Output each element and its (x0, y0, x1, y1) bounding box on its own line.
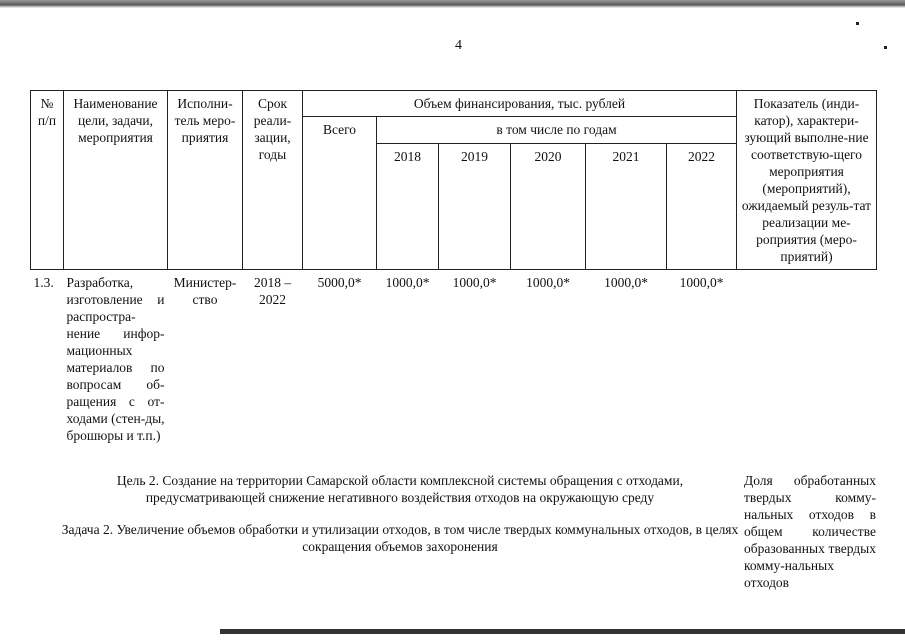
header-term: Срок реали-зации, годы (243, 91, 303, 270)
header-year: 2022 (667, 144, 737, 270)
header-total: Всего (303, 117, 377, 270)
row-year-value: 1000,0* (452, 275, 497, 290)
row-year-value: 1000,0* (526, 275, 570, 290)
header-year: 2021 (586, 144, 667, 270)
goal-text: Цель 2. Создание на территории Самарской области комплексной системы обращения с отходами, предусматривающей снижение негативного воздействия отходов на окружающую среду (116, 473, 684, 505)
row-no: 1.3. (33, 275, 54, 290)
scan-speck (884, 46, 887, 49)
row-year-value: 1000,0* (604, 275, 648, 290)
scan-artifact-top (0, 0, 905, 8)
row-indicator (737, 270, 877, 449)
header-indicator: Показатель (инди-катор), характери-зующий выполне-ние соответствую-щего мероприятия (мероприятий), ожидаемый резуль-тат реализации ме-роприятия (меро-приятий) (737, 91, 877, 270)
header-year: 2019 (439, 144, 511, 270)
page-number: 4 (455, 38, 462, 53)
scan-speck (856, 22, 859, 25)
table-row (31, 270, 877, 449)
header-funding: Объем финансирования, тыс. рублей (303, 91, 737, 117)
program-table (30, 90, 877, 448)
header-by-years: в том числе по годам (377, 117, 737, 144)
row-name: Разработка, изготовление и распростра-нение инфор-мационных материалов по вопросам об-ращения с от-ходами (стен-ды, брошюры и т.п.) (66, 275, 165, 443)
scan-artifact-bottom (220, 629, 905, 634)
row-year-value: 1000,0* (385, 275, 430, 290)
task-text: Задача 2. Увеличение объемов обработки и утилизации отходов, в том числе твердых коммунальных отходов, в целях сокращения объемов захоронения (61, 522, 739, 554)
header-executor: Исполни-тель меро-приятия (168, 91, 243, 270)
header-year: 2020 (511, 144, 586, 270)
row-year-value: 1000,0* (679, 275, 724, 290)
header-no: № п/п (31, 91, 64, 270)
row-executor: Министер-ство (173, 275, 237, 307)
indicator-text: Доля обработанных твердых комму-нальных отходов в общем количестве образованных твердых комму-нальных отходов (744, 473, 876, 590)
row-total: 5000,0* (317, 275, 362, 290)
header-year: 2018 (377, 144, 439, 270)
row-term: 2018 – 2022 (253, 275, 292, 307)
header-name: Наименование цели, задачи, мероприятия (64, 91, 168, 270)
